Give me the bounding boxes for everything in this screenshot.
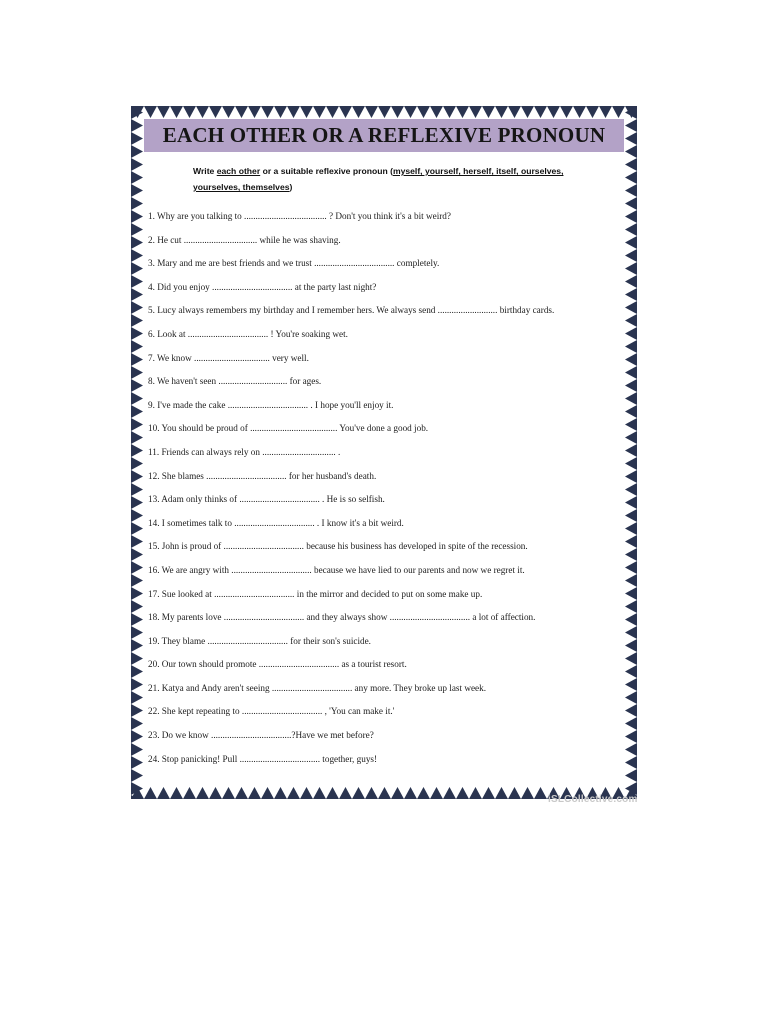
border-triangle (131, 418, 143, 431)
border-triangle (131, 106, 143, 119)
border-triangle (534, 787, 547, 799)
border-left (131, 106, 144, 799)
border-triangle (131, 535, 143, 548)
border-triangle (131, 379, 143, 392)
exercise-item: 19. They blame ................................... for their son's suicide. (148, 635, 371, 646)
border-triangle (625, 535, 637, 548)
border-triangle (131, 691, 143, 704)
border-triangle (131, 444, 143, 457)
border-triangle (625, 288, 637, 301)
border-triangle (625, 730, 637, 743)
border-triangle (131, 704, 143, 717)
border-triangle (625, 366, 637, 379)
border-triangle (625, 223, 637, 236)
border-triangle (326, 106, 339, 118)
border-triangle (404, 787, 417, 799)
border-triangle (586, 106, 599, 118)
border-triangle (625, 301, 637, 314)
border-triangle (131, 119, 143, 132)
border-triangle (313, 106, 326, 118)
border-triangle (261, 106, 274, 118)
exercise-item: 9. I've made the cake ................................... . I hope you'll enjoy it. (148, 399, 394, 410)
exercise-item: 16. We are angry with ................................... because we have lied to our parents and now we regret it. (148, 564, 525, 575)
border-triangle (625, 327, 637, 340)
border-triangle (157, 106, 170, 118)
border-triangle (131, 184, 143, 197)
border-triangle (625, 444, 637, 457)
border-triangle (391, 787, 404, 799)
border-triangle (625, 262, 637, 275)
border-triangle (274, 106, 287, 118)
border-triangle (625, 145, 637, 158)
border-triangle (625, 106, 637, 119)
instructions-middle: or a suitable reflexive pronoun ( (260, 166, 393, 176)
border-triangle (209, 106, 222, 118)
border-triangle (183, 787, 196, 799)
border-triangle (625, 275, 637, 288)
border-triangle (625, 171, 637, 184)
border-triangle (521, 106, 534, 118)
border-triangle (157, 787, 170, 799)
border-triangle (625, 119, 637, 132)
border-triangle (625, 717, 637, 730)
border-triangle (131, 249, 143, 262)
border-triangle (131, 236, 143, 249)
worksheet-body (144, 119, 624, 786)
border-triangle (625, 587, 637, 600)
instructions-each-other: each other (216, 166, 261, 176)
border-triangle (131, 197, 143, 210)
border-triangle (599, 106, 612, 118)
exercise-item: 22. She kept repeating to ................................... , 'You can make it.' (148, 706, 395, 717)
border-triangle (482, 787, 495, 799)
border-triangle (625, 431, 637, 444)
border-triangle (352, 106, 365, 118)
exercise-item: 24. Stop panicking! Pull ................................... together, guys! (148, 753, 378, 764)
border-triangle (196, 787, 209, 799)
border-triangle (378, 106, 391, 118)
border-triangle (534, 106, 547, 118)
border-triangle (131, 626, 143, 639)
border-triangle (300, 106, 313, 118)
border-triangle (144, 106, 157, 118)
exercise-item: 12. She blames ................................... for her husband's death. (148, 470, 377, 481)
border-triangle (248, 787, 261, 799)
border-triangle (495, 106, 508, 118)
border-triangle (131, 210, 143, 223)
watermark: iSLCollective.com (548, 794, 638, 805)
border-triangle (508, 787, 521, 799)
border-triangle (352, 787, 365, 799)
border-triangle (625, 691, 637, 704)
border-triangle (183, 106, 196, 118)
border-triangle (625, 392, 637, 405)
border-triangle (131, 301, 143, 314)
border-triangle (430, 106, 443, 118)
border-triangle (365, 106, 378, 118)
border-triangle (235, 106, 248, 118)
title-band (144, 119, 624, 152)
border-triangle (625, 405, 637, 418)
border-triangle (131, 600, 143, 613)
border-triangle (625, 509, 637, 522)
border-triangle (625, 457, 637, 470)
border-triangle (131, 678, 143, 691)
border-triangle (573, 106, 586, 118)
border-triangle (131, 496, 143, 509)
border-triangle (131, 327, 143, 340)
border-triangle (131, 405, 143, 418)
border-triangle (625, 561, 637, 574)
border-triangle (625, 548, 637, 561)
border-triangle (222, 106, 235, 118)
border-triangle (625, 678, 637, 691)
exercise-item: 11. Friends can always rely on ................................ . (148, 446, 341, 457)
exercise-item: 13. Adam only thinks of ................................... . He is so selfish. (148, 494, 385, 505)
border-triangle (235, 787, 248, 799)
border-triangle (625, 652, 637, 665)
border-triangle (443, 106, 456, 118)
exercise-item: 4. Did you enjoy ................................... at the party last night? (148, 281, 377, 292)
border-triangle (625, 769, 637, 782)
border-triangle (456, 787, 469, 799)
border-triangle (131, 613, 143, 626)
border-triangle (131, 730, 143, 743)
border-triangle (131, 145, 143, 158)
border-triangle (625, 496, 637, 509)
border-triangle (625, 626, 637, 639)
border-triangle (131, 288, 143, 301)
border-triangle (625, 184, 637, 197)
border-triangle (404, 106, 417, 118)
border-triangle (131, 574, 143, 587)
exercise-item: 8. We haven't seen .............................. for ages. (148, 376, 322, 387)
border-triangle (131, 340, 143, 353)
border-triangle (625, 613, 637, 626)
border-triangle (469, 787, 482, 799)
border-triangle (131, 782, 143, 795)
exercise-item: 6. Look at ................................... ! You're soaking wet. (148, 328, 348, 339)
border-triangle (144, 787, 157, 799)
border-triangle (131, 717, 143, 730)
instructions (193, 163, 613, 195)
border-triangle (170, 106, 183, 118)
border-triangle (391, 106, 404, 118)
exercise-item: 14. I sometimes talk to ................................... . I know it's a bit weird. (148, 517, 404, 528)
border-triangle (131, 743, 143, 756)
exercise-item: 2. He cut ................................ while he was shaving. (148, 234, 341, 245)
exercise-item: 15. John is proud of ................................... because his business has developed in spite of the recession. (148, 541, 528, 552)
border-triangle (495, 787, 508, 799)
border-triangle (131, 223, 143, 236)
border-triangle (131, 756, 143, 769)
exercise-item: 21. Katya and Andy aren't seeing ................................... any more. They broke up last week. (148, 682, 487, 693)
border-triangle (508, 106, 521, 118)
border-triangle (131, 262, 143, 275)
border-triangle (170, 787, 183, 799)
border-triangle (625, 210, 637, 223)
border-triangle (625, 600, 637, 613)
instructions-prefix: Write (193, 166, 217, 176)
border-triangle (625, 249, 637, 262)
exercise-item: 23. Do we know ...................................?Have we met before? (148, 730, 374, 741)
border-triangle (625, 756, 637, 769)
exercise-item: 17. Sue looked at ................................... in the mirror and decided to put on some make up. (148, 588, 483, 599)
border-triangle (625, 470, 637, 483)
exercise-item: 10. You should be proud of ...................................... You've done a good job. (148, 423, 429, 434)
exercise-item: 5. Lucy always remembers my birthday and I remember hers. We always send .......................... birthday cards. (148, 305, 555, 316)
border-triangle (131, 470, 143, 483)
border-triangle (287, 787, 300, 799)
border-triangle (521, 787, 534, 799)
exercise-item: 18. My parents love ................................... and they always show ................................... a lot of affection. (148, 612, 536, 623)
border-triangle (625, 197, 637, 210)
instructions-suffix: ) (289, 182, 293, 192)
border-triangle (326, 787, 339, 799)
border-triangle (131, 522, 143, 535)
border-triangle (131, 769, 143, 782)
border-triangle (625, 132, 637, 145)
border-triangle (625, 522, 637, 535)
border-triangle (131, 795, 143, 799)
exercise-item: 20. Our town should promote ................................... as a tourist resort. (148, 659, 407, 670)
border-triangle (625, 483, 637, 496)
border-triangle (547, 106, 560, 118)
border-triangle (625, 639, 637, 652)
border-triangle (625, 574, 637, 587)
border-triangle (625, 353, 637, 366)
border-triangle (469, 106, 482, 118)
border-triangle (560, 106, 573, 118)
border-triangle (261, 787, 274, 799)
border-triangle (131, 314, 143, 327)
border-triangle (625, 665, 637, 678)
border-triangle (482, 106, 495, 118)
border-triangle (625, 314, 637, 327)
border-triangle (365, 787, 378, 799)
border-top (131, 106, 637, 119)
border-triangle (131, 275, 143, 288)
border-triangle (131, 457, 143, 470)
border-triangle (456, 106, 469, 118)
border-triangle (625, 236, 637, 249)
border-triangle (131, 665, 143, 678)
border-triangle (248, 106, 261, 118)
exercise-list (148, 205, 620, 771)
border-triangle (417, 787, 430, 799)
page-title: EACH OTHER OR A REFLEXIVE PRONOUN (162, 123, 606, 147)
border-triangle (339, 787, 352, 799)
border-triangle (131, 483, 143, 496)
border-triangle (131, 158, 143, 171)
exercise-item: 7. We know ................................. very well. (148, 352, 309, 363)
border-triangle (209, 787, 222, 799)
worksheet (131, 106, 637, 799)
border-triangle (131, 548, 143, 561)
border-triangle (131, 132, 143, 145)
border-triangle (625, 158, 637, 171)
instructions-options-1: myself, yourself, herself, itself, ourselves, (392, 166, 564, 176)
border-triangle (300, 787, 313, 799)
border-triangle (625, 743, 637, 756)
border-triangle (131, 652, 143, 665)
border-triangle (196, 106, 209, 118)
border-triangle (131, 509, 143, 522)
border-triangle (131, 171, 143, 184)
exercise-item: 1. Why are you talking to .................................... ? Don't you think it's a bit weird? (148, 211, 451, 221)
border-triangle (131, 587, 143, 600)
instructions-options-2: yourselves, themselves (193, 182, 290, 192)
border-triangle (443, 787, 456, 799)
border-triangle (131, 639, 143, 652)
exercise-item: 3. Mary and me are best friends and we trust ................................... completely. (148, 258, 440, 269)
border-triangle (625, 379, 637, 392)
border-triangle (625, 340, 637, 353)
border-triangle (339, 106, 352, 118)
border-right (624, 106, 637, 799)
border-triangle (131, 392, 143, 405)
border-triangle (625, 704, 637, 717)
border-triangle (378, 787, 391, 799)
border-triangle (274, 787, 287, 799)
border-triangle (131, 431, 143, 444)
border-triangle (131, 561, 143, 574)
border-triangle (417, 106, 430, 118)
border-triangle (131, 366, 143, 379)
border-triangle (430, 787, 443, 799)
border-triangle (313, 787, 326, 799)
border-triangle (287, 106, 300, 118)
border-triangle (131, 353, 143, 366)
border-triangle (222, 787, 235, 799)
border-triangle (625, 418, 637, 431)
